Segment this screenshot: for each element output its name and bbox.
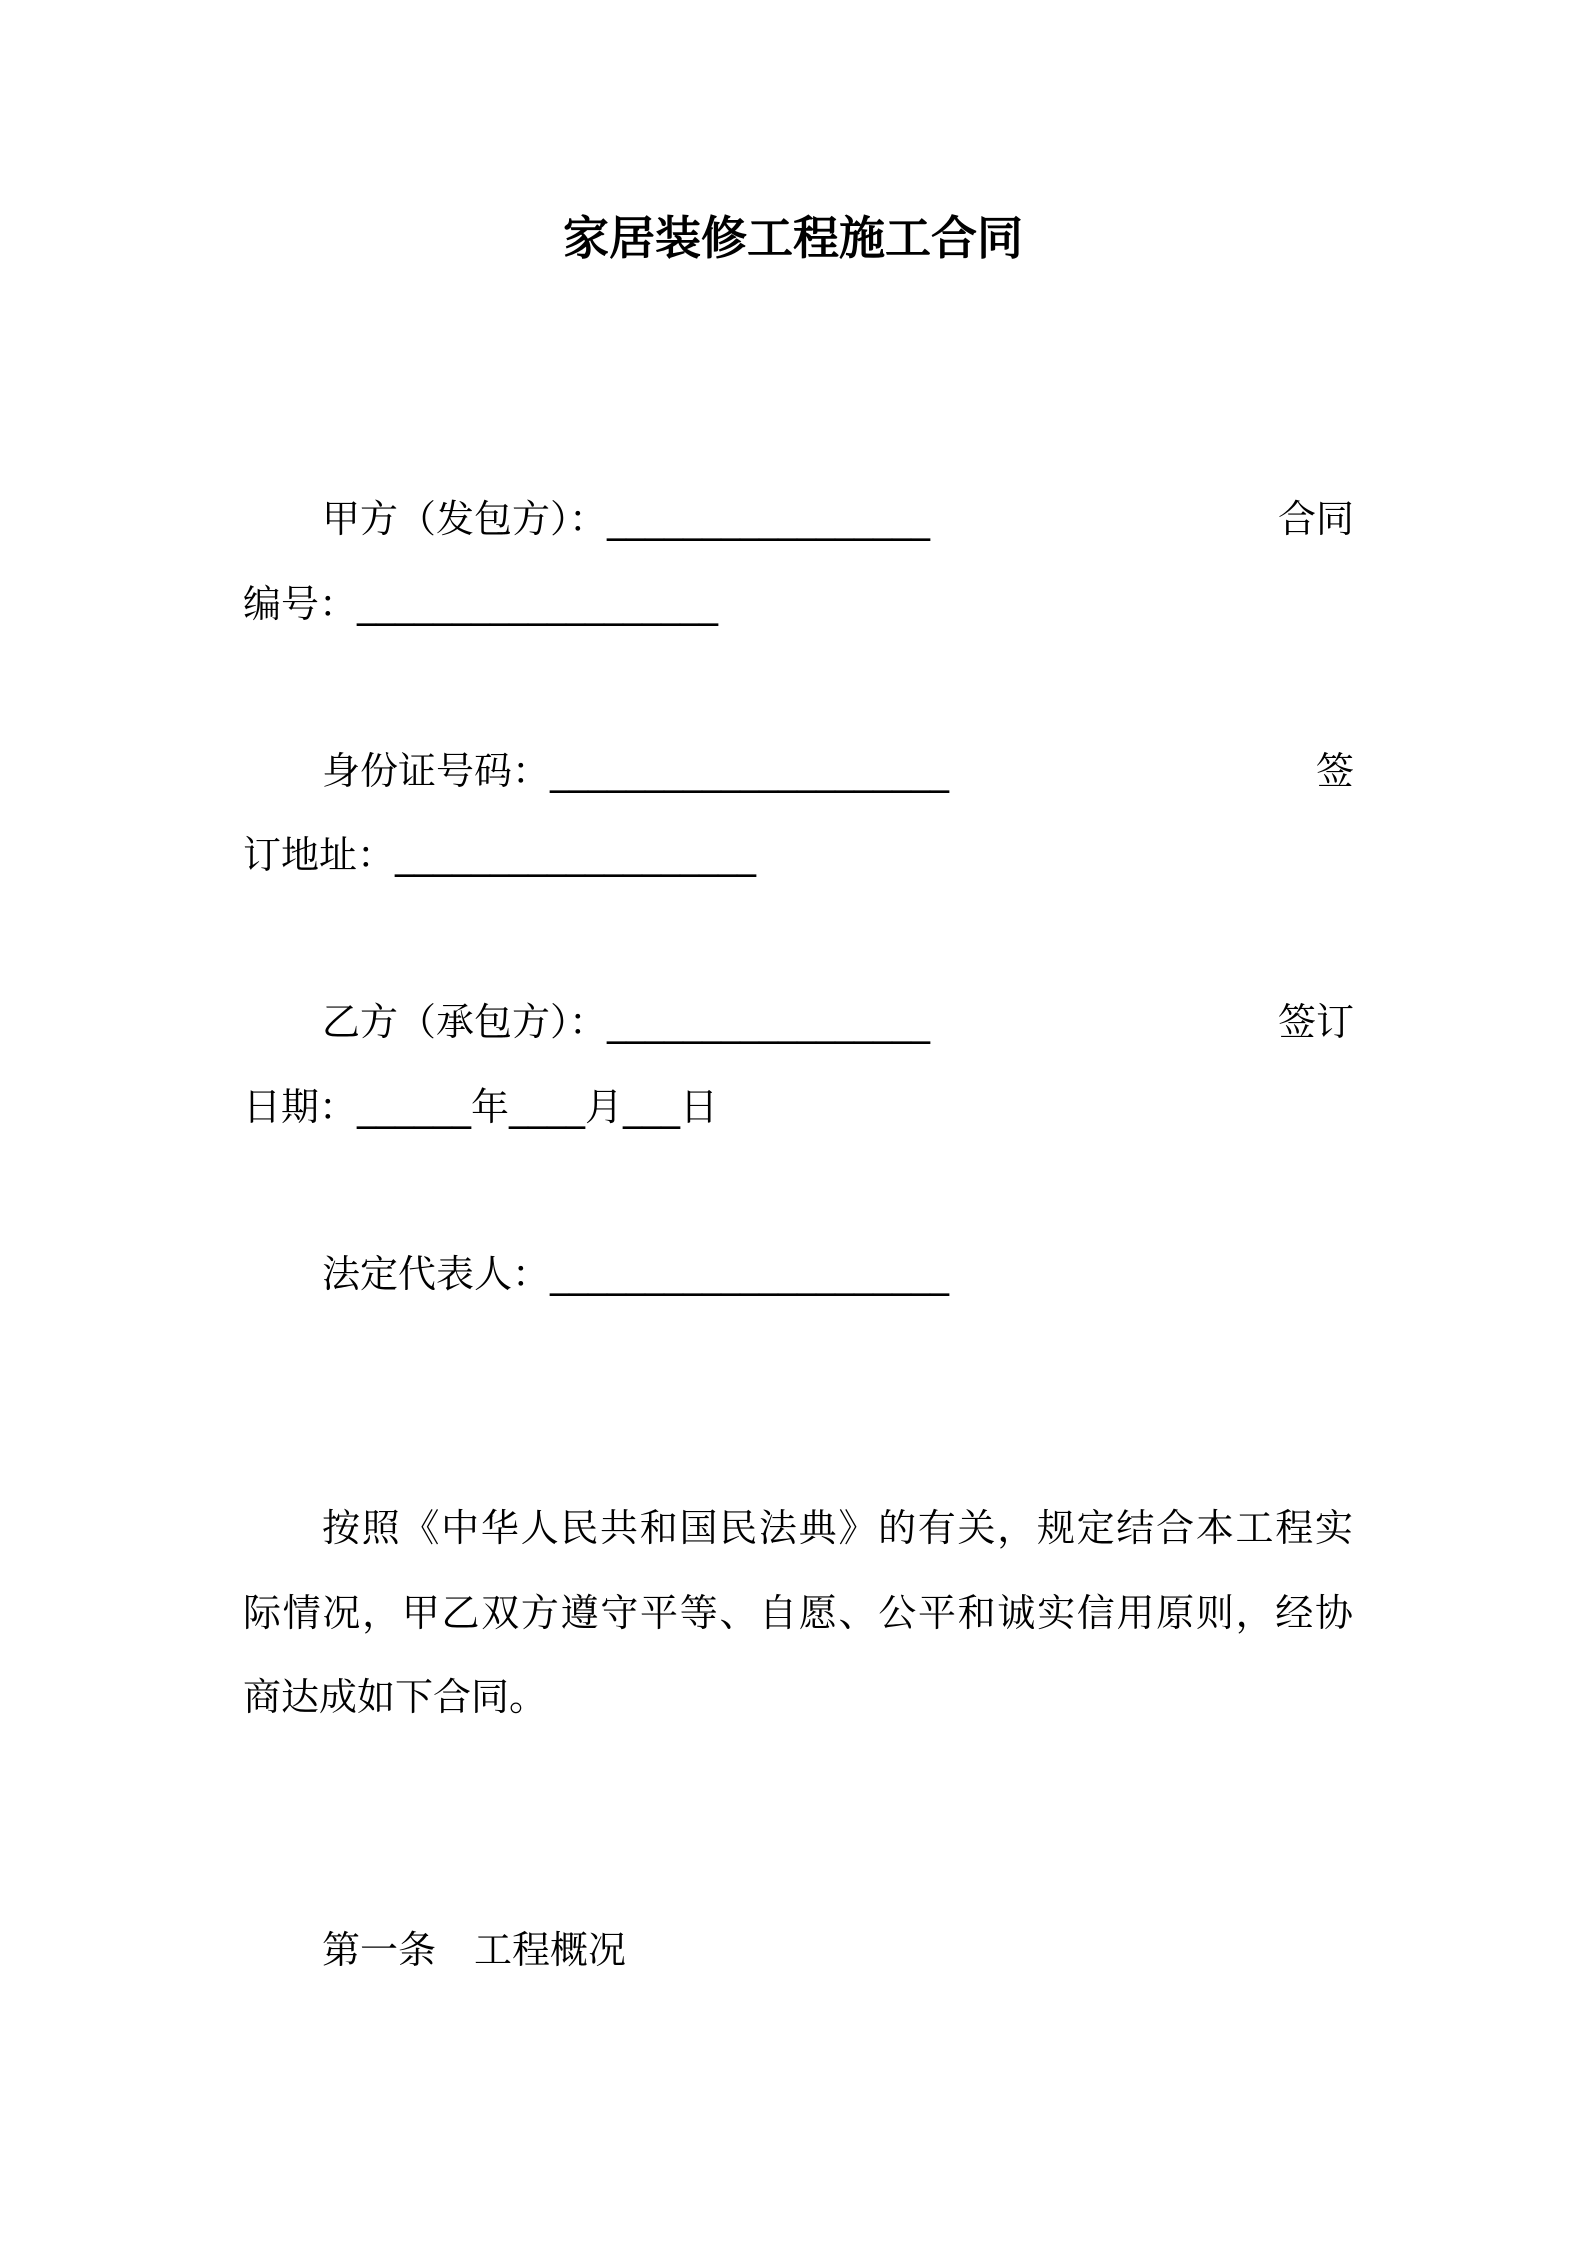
section-1-heading: 第一条 工程概况 [322, 1928, 627, 1972]
signing-address-field: 订地址：___________________ [243, 833, 757, 877]
signing-address-label-start: 签 [1315, 749, 1354, 793]
preamble-line-1: 按照《中华人民共和国民法典》的有关，规定结合本工程实 [322, 1506, 1353, 1550]
signing-date-label-start: 签订 [1277, 1000, 1354, 1044]
party-a-field: 甲方（发包方）：_________________ [322, 497, 931, 541]
legal-representative-field: 法定代表人：_____________________ [322, 1252, 950, 1296]
contract-number-label-start: 合同 [1277, 497, 1354, 541]
preamble-line-3: 商达成如下合同。 [243, 1675, 548, 1719]
party-b-field: 乙方（承包方）：_________________ [322, 1000, 931, 1044]
contract-number-field: 编号：___________________ [243, 582, 719, 626]
signing-date-field: 日期：______年____月___日 [243, 1085, 719, 1129]
document-title: 家居装修工程施工合同 [563, 211, 1023, 265]
preamble-line-2: 际情况，甲乙双方遵守平等、自愿、公平和诚实信用原则，经协 [243, 1591, 1353, 1635]
id-number-field: 身份证号码：_____________________ [322, 749, 950, 793]
